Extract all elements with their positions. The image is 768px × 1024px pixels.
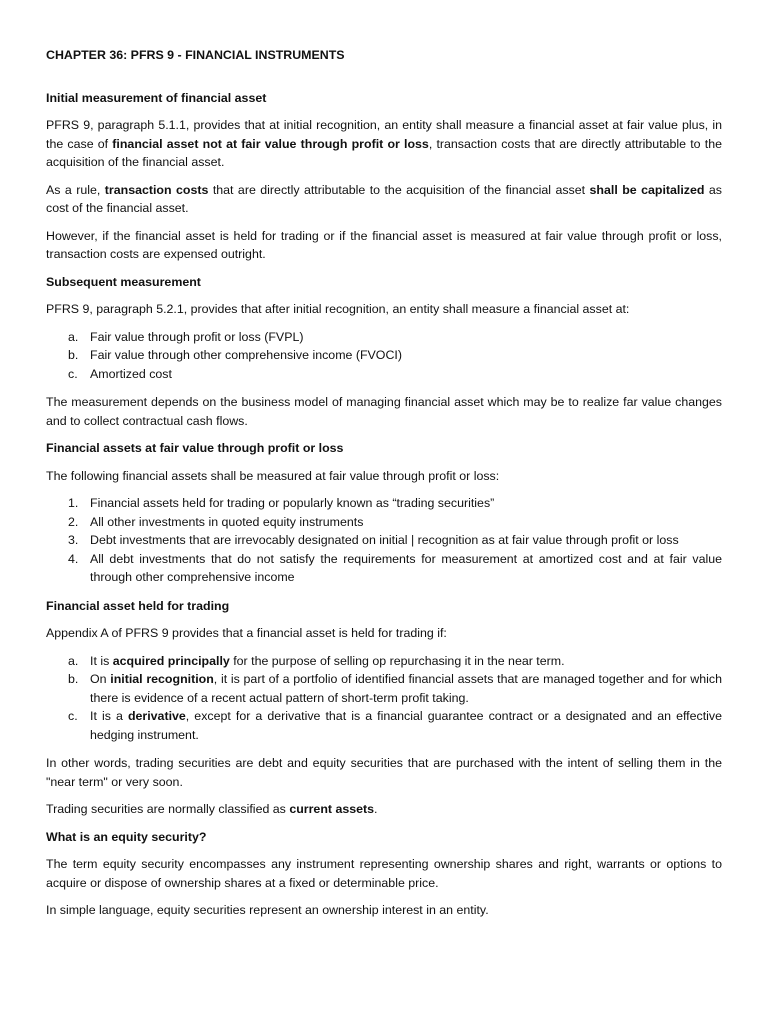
- paragraph-current-assets: Trading securities are normally classified as current assets.: [46, 802, 378, 816]
- list-item: a. Fair value through profit or loss (FVPL): [68, 329, 304, 344]
- paragraph-in-other-words: In other words, trading securities are debt and equity securities that are purchased with the intent of selling them in the "near term" or very soon.: [46, 756, 722, 789]
- document-body: [46, 46, 722, 929]
- list-item: b. Fair value through other comprehensive income (FVOCI): [68, 348, 402, 362]
- list-item: c. Amortized cost: [68, 366, 172, 381]
- paragraph-fvpl-intro: The following financial assets shall be measured at fair value through profit or loss:: [46, 468, 500, 483]
- list-item: b. On initial recognition, it is part of a portfolio of identified financial assets that are managed together and for which there is evidence of a recent actual pattern of short-term profit taking.: [68, 672, 722, 705]
- section-heading-held-for-trading: Financial asset held for trading: [46, 598, 230, 613]
- list-item: 2. All other investments in quoted equity instruments: [68, 514, 364, 529]
- list-item: c. It is a derivative, except for a derivative that is a financial guarantee contract or a designated and an effective hedging instrument.: [68, 709, 722, 742]
- chapter-title: CHAPTER 36: PFRS 9 - FINANCIAL INSTRUMENTS: [46, 48, 345, 62]
- paragraph-business-model: The measurement depends on the business model of managing financial asset which may be to realize far value changes and to collect contractual cash flows.: [46, 395, 722, 428]
- section-heading-fvpl: Financial assets at fair value through profit or loss: [46, 441, 344, 455]
- section-heading-subsequent-measurement: Subsequent measurement: [46, 274, 201, 289]
- fvpl-list: [46, 494, 722, 587]
- list-item: 3. Debt investments that are irrevocably designated on initial | recognition as at fair value through profit or loss: [68, 533, 679, 547]
- trading-criteria-list: [46, 652, 722, 745]
- measurement-list: [46, 328, 722, 384]
- paragraph-appendix-a: Appendix A of PFRS 9 provides that a financial asset is held for trading if:: [46, 626, 447, 640]
- paragraph-simple-language: In simple language, equity securities represent an ownership interest in an entity.: [46, 903, 489, 917]
- paragraph-equity-definition: The term equity security encompasses any instrument representing ownership shares and right, warrants or options to acquire or dispose of ownership shares at a fixed or determinable price.: [46, 857, 722, 890]
- paragraph-transaction-costs: As a rule, transaction costs that are directly attributable to the acquisition of the financial asset shall be capitalized as cost of the financial asset.: [46, 182, 722, 215]
- paragraph-5-1-1: PFRS 9, paragraph 5.1.1, provides that at initial recognition, an entity shall measure a financial asset at fair value plus, in the case of financial asset not at fair value through profit or loss, transaction costs that are directly attributable to the acquisition of the financial asset.: [46, 118, 722, 169]
- list-item: 4. All debt investments that do not satisfy the requirements for measurement at amortized cost and at fair value through other comprehensive income: [68, 551, 722, 584]
- list-item: 1. Financial assets held for trading or popularly known as “trading securities”: [68, 496, 495, 510]
- section-heading-equity-security: What is an equity security?: [46, 829, 207, 844]
- section-heading-initial-measurement: Initial measurement of financial asset: [46, 90, 267, 105]
- list-item: a. It is acquired principally for the purpose of selling op repurchasing it in the near term.: [68, 653, 565, 668]
- paragraph-expensed-outright: However, if the financial asset is held for trading or if the financial asset is measured at fair value through profit or loss, transaction costs are expensed outright.: [46, 228, 722, 261]
- paragraph-5-2-1: PFRS 9, paragraph 5.2.1, provides that after initial recognition, an entity shall measure a financial asset at:: [46, 302, 630, 316]
